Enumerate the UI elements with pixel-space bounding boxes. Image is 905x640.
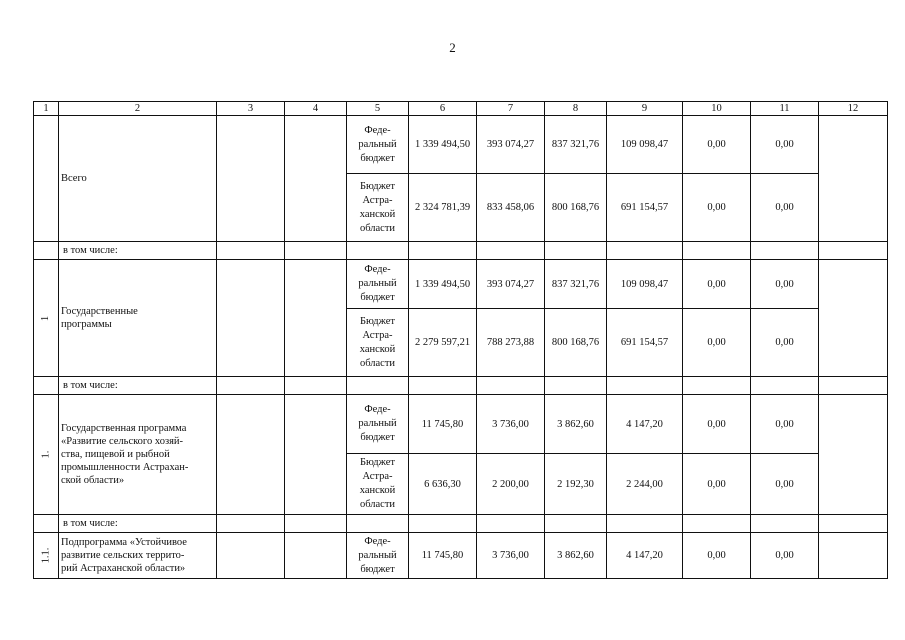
name-line: Государственная программа	[61, 423, 187, 434]
value-cell: 3 736,00	[477, 533, 545, 579]
value-cell: 800 168,76	[545, 309, 607, 377]
source-regional: Бюджет Астра- ханской области	[347, 454, 409, 515]
header-row	[34, 102, 888, 116]
value-cell: 0,00	[751, 116, 819, 174]
empty-cell	[683, 242, 751, 260]
value-cell: 691 154,57	[607, 309, 683, 377]
empty-cell	[607, 242, 683, 260]
empty-cell	[751, 242, 819, 260]
empty-cell	[819, 515, 888, 533]
value-cell: 11 745,80	[409, 395, 477, 454]
empty-cell	[819, 377, 888, 395]
value-cell: 0,00	[683, 174, 751, 242]
empty-cell	[285, 533, 347, 579]
row-index: 1.	[40, 450, 52, 459]
empty-cell	[545, 515, 607, 533]
value-cell: 837 321,76	[545, 260, 607, 309]
empty-cell	[285, 515, 347, 533]
value-cell: 2 200,00	[477, 454, 545, 515]
value-cell: 837 321,76	[545, 116, 607, 174]
value-cell: 800 168,76	[545, 174, 607, 242]
value-cell: 0,00	[683, 116, 751, 174]
empty-cell	[683, 377, 751, 395]
table-row	[34, 116, 888, 174]
empty-cell	[409, 377, 477, 395]
subheading-label: в том числе:	[59, 515, 217, 533]
empty-cell	[34, 515, 59, 533]
value-cell: 0,00	[751, 309, 819, 377]
source-federal: Феде- ральный бюджет	[347, 260, 409, 309]
empty-cell	[347, 377, 409, 395]
value-cell: 1 339 494,50	[409, 260, 477, 309]
value-cell: 6 636,30	[409, 454, 477, 515]
name-line: Всего	[61, 173, 87, 184]
subheading-row	[34, 515, 888, 533]
value-cell: 3 862,60	[545, 395, 607, 454]
empty-cell	[285, 116, 347, 242]
empty-cell	[217, 515, 285, 533]
empty-cell	[285, 260, 347, 377]
value-cell: 0,00	[683, 454, 751, 515]
name-line: рий Астраханской области»	[61, 563, 186, 574]
value-cell: 2 244,00	[607, 454, 683, 515]
value-cell: 0,00	[751, 260, 819, 309]
subheading-row	[34, 242, 888, 260]
source-regional: Бюджет Астра- ханской области	[347, 174, 409, 242]
row-name	[59, 533, 217, 579]
name-line: ской области»	[61, 475, 125, 486]
empty-cell	[607, 377, 683, 395]
value-cell: 1 339 494,50	[409, 116, 477, 174]
column-header: 1	[34, 102, 59, 116]
empty-cell	[477, 515, 545, 533]
value-cell: 11 745,80	[409, 533, 477, 579]
row-index: 1.1.	[40, 547, 52, 564]
value-cell: 691 154,57	[607, 174, 683, 242]
empty-cell	[217, 116, 285, 242]
empty-cell	[819, 116, 888, 242]
value-cell: 0,00	[683, 309, 751, 377]
empty-cell	[477, 377, 545, 395]
row-index-cell	[34, 533, 59, 579]
table-row	[34, 395, 888, 454]
empty-cell	[545, 377, 607, 395]
empty-cell	[217, 377, 285, 395]
empty-cell	[683, 515, 751, 533]
empty-cell	[819, 242, 888, 260]
value-cell: 109 098,47	[607, 260, 683, 309]
empty-cell	[285, 242, 347, 260]
empty-cell	[751, 377, 819, 395]
column-header: 4	[285, 102, 347, 116]
column-header: 2	[59, 102, 217, 116]
table-row	[34, 260, 888, 309]
empty-cell	[34, 242, 59, 260]
subheading-label: в том числе:	[59, 242, 217, 260]
column-header: 9	[607, 102, 683, 116]
empty-cell	[819, 533, 888, 579]
column-header: 8	[545, 102, 607, 116]
empty-cell	[477, 242, 545, 260]
row-index: 1	[40, 315, 52, 321]
empty-cell	[217, 395, 285, 515]
source-regional: Бюджет Астра- ханской области	[347, 309, 409, 377]
source-federal: Феде- ральный бюджет	[347, 533, 409, 579]
empty-cell	[751, 515, 819, 533]
value-cell: 393 074,27	[477, 116, 545, 174]
row-name	[59, 395, 217, 515]
row-name	[59, 116, 217, 242]
budget-table	[33, 101, 888, 579]
source-federal: Феде- ральный бюджет	[347, 395, 409, 454]
empty-cell	[545, 242, 607, 260]
value-cell: 0,00	[751, 454, 819, 515]
name-line: «Развитие сельского хозяй-	[61, 436, 184, 447]
row-index-cell	[34, 116, 59, 242]
column-header: 3	[217, 102, 285, 116]
value-cell: 788 273,88	[477, 309, 545, 377]
empty-cell	[217, 242, 285, 260]
name-line: программы	[61, 319, 112, 330]
value-cell: 2 192,30	[545, 454, 607, 515]
name-line: промышленности Астрахан-	[61, 462, 189, 473]
value-cell: 2 279 597,21	[409, 309, 477, 377]
value-cell: 2 324 781,39	[409, 174, 477, 242]
column-header: 10	[683, 102, 751, 116]
value-cell: 4 147,20	[607, 533, 683, 579]
value-cell: 0,00	[683, 260, 751, 309]
column-header: 11	[751, 102, 819, 116]
value-cell: 0,00	[751, 533, 819, 579]
empty-cell	[285, 395, 347, 515]
column-header: 7	[477, 102, 545, 116]
value-cell: 393 074,27	[477, 260, 545, 309]
name-line: Государственные	[61, 306, 138, 317]
subheading-label: в том числе:	[59, 377, 217, 395]
row-index-cell	[34, 395, 59, 515]
value-cell: 109 098,47	[607, 116, 683, 174]
value-cell: 0,00	[683, 395, 751, 454]
value-cell: 833 458,06	[477, 174, 545, 242]
page-number: 2	[449, 40, 456, 55]
value-cell: 3 736,00	[477, 395, 545, 454]
subheading-row	[34, 377, 888, 395]
value-cell: 3 862,60	[545, 533, 607, 579]
name-line: Подпрограмма «Устойчивое	[61, 537, 187, 548]
name-line: ства, пищевой и рыбной	[61, 449, 170, 460]
empty-cell	[285, 377, 347, 395]
name-line: развитие сельских террито-	[61, 550, 185, 561]
empty-cell	[347, 515, 409, 533]
source-federal: Феде- ральный бюджет	[347, 116, 409, 174]
column-header: 6	[409, 102, 477, 116]
column-header: 5	[347, 102, 409, 116]
column-header: 12	[819, 102, 888, 116]
value-cell: 4 147,20	[607, 395, 683, 454]
table-row	[34, 533, 888, 579]
empty-cell	[409, 242, 477, 260]
empty-cell	[819, 395, 888, 515]
empty-cell	[409, 515, 477, 533]
empty-cell	[347, 242, 409, 260]
value-cell: 0,00	[683, 533, 751, 579]
empty-cell	[217, 533, 285, 579]
empty-cell	[217, 260, 285, 377]
empty-cell	[34, 377, 59, 395]
value-cell: 0,00	[751, 395, 819, 454]
row-index-cell	[34, 260, 59, 377]
empty-cell	[607, 515, 683, 533]
value-cell: 0,00	[751, 174, 819, 242]
row-name	[59, 260, 217, 377]
empty-cell	[819, 260, 888, 377]
